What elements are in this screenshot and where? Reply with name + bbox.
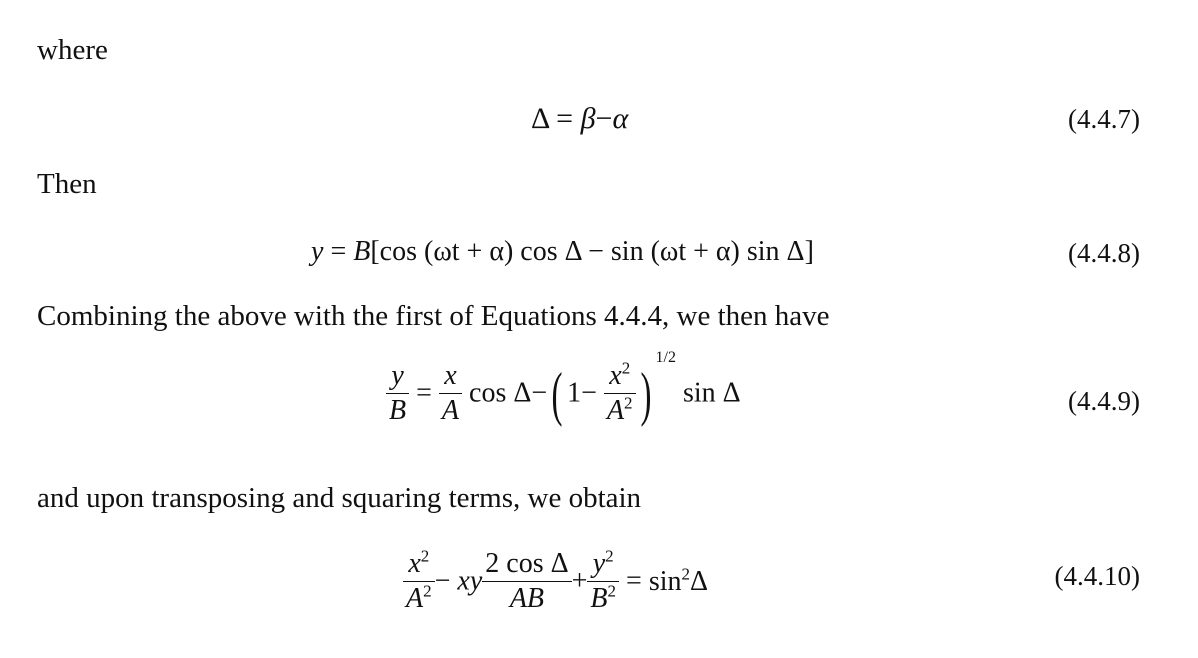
- exponent-2b: 2: [624, 393, 633, 413]
- denominator-A: A: [441, 395, 460, 426]
- numerator-x: x: [439, 362, 462, 394]
- denominator-B-squared: [587, 582, 619, 613]
- equation-4-4-10: [403, 546, 709, 614]
- cos-delta: cos Δ: [469, 377, 532, 409]
- equation-number-4-4-10: (4.4.10): [1054, 561, 1140, 591]
- denominator-A-squared: [604, 394, 636, 425]
- sin-text: sin: [648, 565, 682, 597]
- fraction-x2-over-A2: [604, 358, 636, 426]
- alpha-symbol: α: [612, 102, 629, 135]
- text-where: where: [37, 34, 108, 66]
- text-then: Then: [37, 168, 97, 200]
- minus-sign: −: [595, 102, 613, 135]
- eq-B: B: [353, 236, 371, 267]
- equation-4-4-9: [386, 348, 741, 427]
- x-var: x: [609, 360, 622, 391]
- minus-sign: −: [434, 565, 451, 597]
- delta-symbol: Δ: [690, 565, 709, 597]
- exponent-2d: 2: [607, 581, 617, 601]
- text-combining: Combining the above with the first of Equations 4.4.4, we then have: [37, 300, 830, 332]
- numerator-2cos: 2 cos Δ: [482, 550, 571, 582]
- fraction-y2-over-B2: [587, 546, 619, 614]
- A-var: A: [406, 583, 424, 614]
- fraction-x-over-A: [439, 362, 462, 425]
- fraction-2cos-over-AB: [482, 550, 571, 613]
- one: 1: [567, 377, 582, 409]
- sin-squared-delta: [649, 566, 708, 597]
- equals-sign: =: [626, 565, 642, 597]
- equation-number-4-4-9: (4.4.9): [1068, 386, 1140, 416]
- exponent-2e: 2: [681, 564, 690, 584]
- exponent-2b: 2: [423, 581, 432, 601]
- exponent-2c: 2: [605, 546, 614, 566]
- y-var: y: [592, 548, 606, 579]
- exponent-2: 2: [621, 358, 631, 378]
- denominator-B: B: [389, 395, 407, 426]
- equals-sign: =: [330, 236, 347, 267]
- fraction-x2-over-A2: [403, 546, 435, 614]
- B-var: B: [590, 583, 608, 614]
- numerator-x-squared: [403, 546, 435, 582]
- equation-4-4-8: [311, 238, 814, 266]
- text-upon: and upon transposing and squaring terms, we obtain: [37, 482, 642, 514]
- equation-number-4-4-8: (4.4.8): [1068, 238, 1140, 268]
- numerator-y-squared: [587, 546, 619, 582]
- denominator-AB: AB: [509, 583, 545, 614]
- equals-sign: =: [416, 377, 432, 409]
- xy-term: xy: [457, 565, 483, 597]
- eq-lhs-y: y: [311, 236, 324, 267]
- equation-4-4-7: [531, 104, 628, 134]
- minus-sign: −: [531, 377, 548, 409]
- denominator-A-squared: [403, 582, 435, 613]
- left-paren: (: [551, 360, 563, 427]
- equals-sign: =: [556, 102, 574, 135]
- numerator-y: y: [386, 362, 409, 394]
- exponent-half: 1/2: [655, 348, 676, 366]
- eq-body: [cos (ωt + α) cos Δ − sin (ωt + α) sin Δ]: [370, 236, 814, 267]
- minus-sign-2: −: [581, 377, 597, 409]
- beta-symbol: β: [580, 102, 596, 135]
- fraction-y-over-B: [386, 362, 409, 425]
- A-var: A: [606, 395, 625, 426]
- delta-symbol: Δ: [531, 102, 549, 135]
- plus-sign: +: [571, 565, 588, 597]
- sin-delta: sin Δ: [682, 377, 741, 409]
- exponent-2: 2: [420, 546, 430, 566]
- equation-number-4-4-7: (4.4.7): [1068, 104, 1140, 134]
- x-var: x: [408, 548, 421, 579]
- right-paren: ): [640, 360, 652, 427]
- numerator-x-squared: [604, 358, 636, 394]
